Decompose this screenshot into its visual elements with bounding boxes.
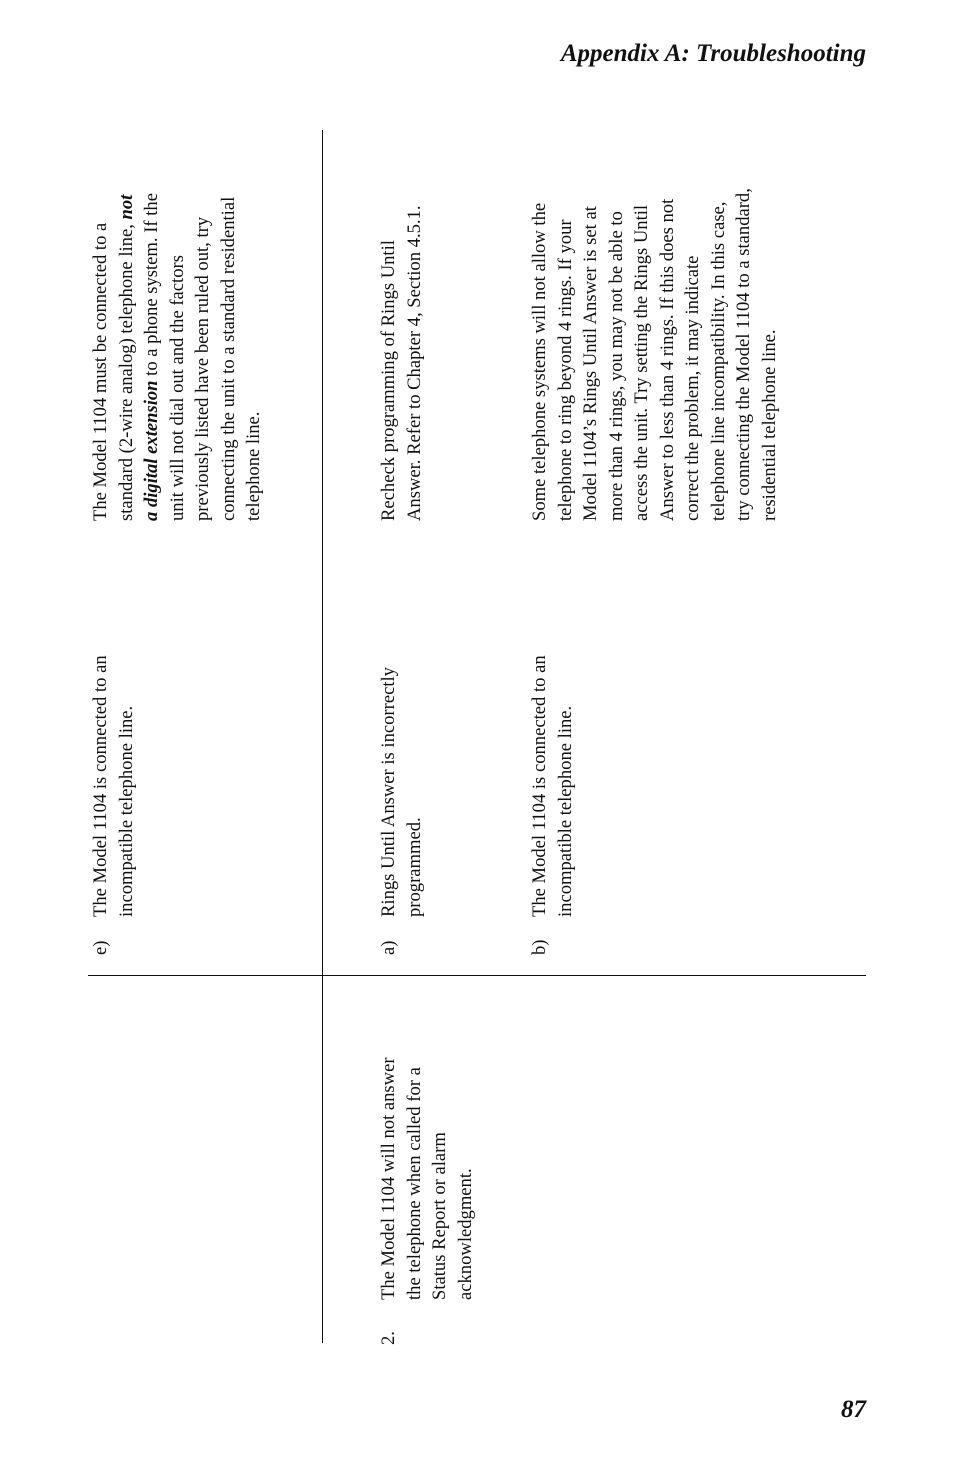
problem-number-2: 2.: [378, 1331, 399, 1345]
cause-letter-b: b): [529, 939, 550, 955]
table-column-divider: [322, 130, 323, 1343]
problem-text-2: The Model 1104 will not answer the telephone when called for a Status Report or alarm acknowledgment.: [378, 1057, 476, 1300]
cause-text-b: The Model 1104 is connected to an incompatible telephone line.: [529, 655, 576, 917]
solution-text-b: Some telephone systems will not allow the telephone to ring beyond 4 rings. If your Model 1104’s Rings Until Answer is set at more than 4 rings, you may not be able to access the unit. Try setting the Rings Until Answer to less than 4 rings. If this does not correct the problem, it may indicate telephone line incompatibility. In this case, try connecting the Model 1104 to a standard, residential telephone line.: [529, 188, 780, 521]
cause-text-e: The Model 1104 is connected to an incompatible telephone line.: [90, 655, 137, 917]
page-number: 87: [841, 1396, 866, 1423]
page-header: Appendix A: Troubleshooting: [560, 40, 866, 67]
cause-letter-a: a): [378, 940, 399, 955]
solution-text-e: The Model 1104 must be connected to a standard (2-wire analog) telephone line, not a digital extension to a phone system. If the unit will not dial out and the factors previously listed have been ruled out, try connecting the unit to a standard residential telephone line.: [90, 193, 264, 521]
cause-letter-e: e): [90, 940, 111, 955]
table-row-divider: [88, 975, 866, 976]
cause-text-a: Rings Until Answer is incorrectly programmed.: [378, 667, 425, 917]
solution-text-a: Recheck programming of Rings Until Answer. Refer to Chapter 4, Section 4.5.1.: [378, 205, 425, 521]
